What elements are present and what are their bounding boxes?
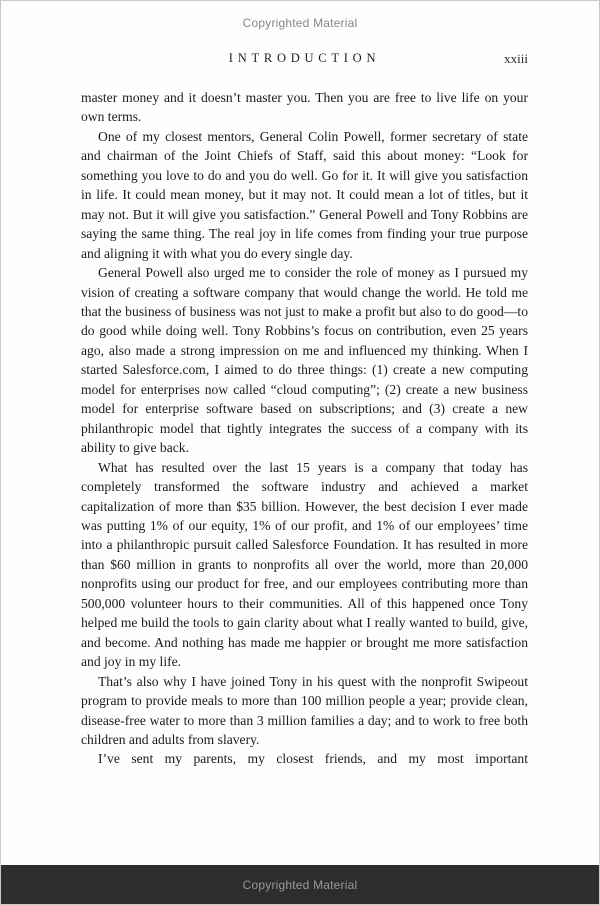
top-copyright-watermark: Copyrighted Material	[242, 16, 358, 30]
running-header	[81, 51, 528, 69]
page-number: xxiii	[504, 51, 528, 66]
bottom-copyright-bar	[1, 865, 599, 904]
body-text	[81, 88, 528, 769]
chapter-title: INTRODUCTION	[228, 51, 381, 65]
paragraph-partial: I’ve sent my parents, my closest friends, and my most important	[98, 751, 528, 767]
paragraph: That’s also why I have joined Tony in his quest with the nonprofit Swipeout program to provide meals to more than 100 million people a year; provide clean, disease-free water to more than 3 million families a day; and to work to free both children and adults from slavery.	[81, 673, 528, 747]
paragraph: What has resulted over the last 15 years is a company that today has completely transformed the software industry and achieved a market capitalization of more than $35 billion. However, the best decision I ever made was putting 1% of our equity, 1% of our profit, and 1% of our employees’ time into a philanthropic pursuit called Salesforce Foundation. It has resulted in more than $60 million in grants to nonprofits all over the world, more than 20,000 nonprofits using our product for free, and our employees contributing more than 500,000 volunteer hours to their communities. All of this happened once Tony helped me build the tools to gain clarity about what I really wanted to build, give, and become. And nothing has made me happier or brought me more satisfaction and joy in my life.	[81, 459, 528, 670]
paragraph-continuation: master money and it doesn’t master you. Then you are free to live life on your own terms.	[81, 90, 528, 125]
bottom-copyright-watermark: Copyrighted Material	[242, 877, 358, 892]
paragraph: General Powell also urged me to consider the role of money as I pursued my vision of creating a software company that would change the world. He told me that the business of business was not just to make a profit but also to do good—to do good while doing well. Tony Robbins’s focus on contribution, even 25 years ago, also made a strong impression on me and influenced my thinking. When I started Salesforce.com, I aimed to do three things: (1) create a new computing model for enterprises now called “cloud computing”; (2) create a new business model for enterprise software based on subscriptions; and (3) create a new philanthropic model that tightly integrates the success of a company with its ability to give back.	[81, 265, 528, 456]
paragraph: One of my closest mentors, General Colin Powell, former secretary of state and chairman of the Joint Chiefs of Staff, said this about money: “Look for something you love to do and you do well. Go for it. It will give you satisfaction in life. It could mean money, but it may not. It could mean a lot of titles, but it may not. But it will give you satisfaction.” General Powell and Tony Robbins are saying the same thing. The real joy in life comes from finding your true purpose and aligning it with what you do every single day.	[81, 128, 528, 261]
